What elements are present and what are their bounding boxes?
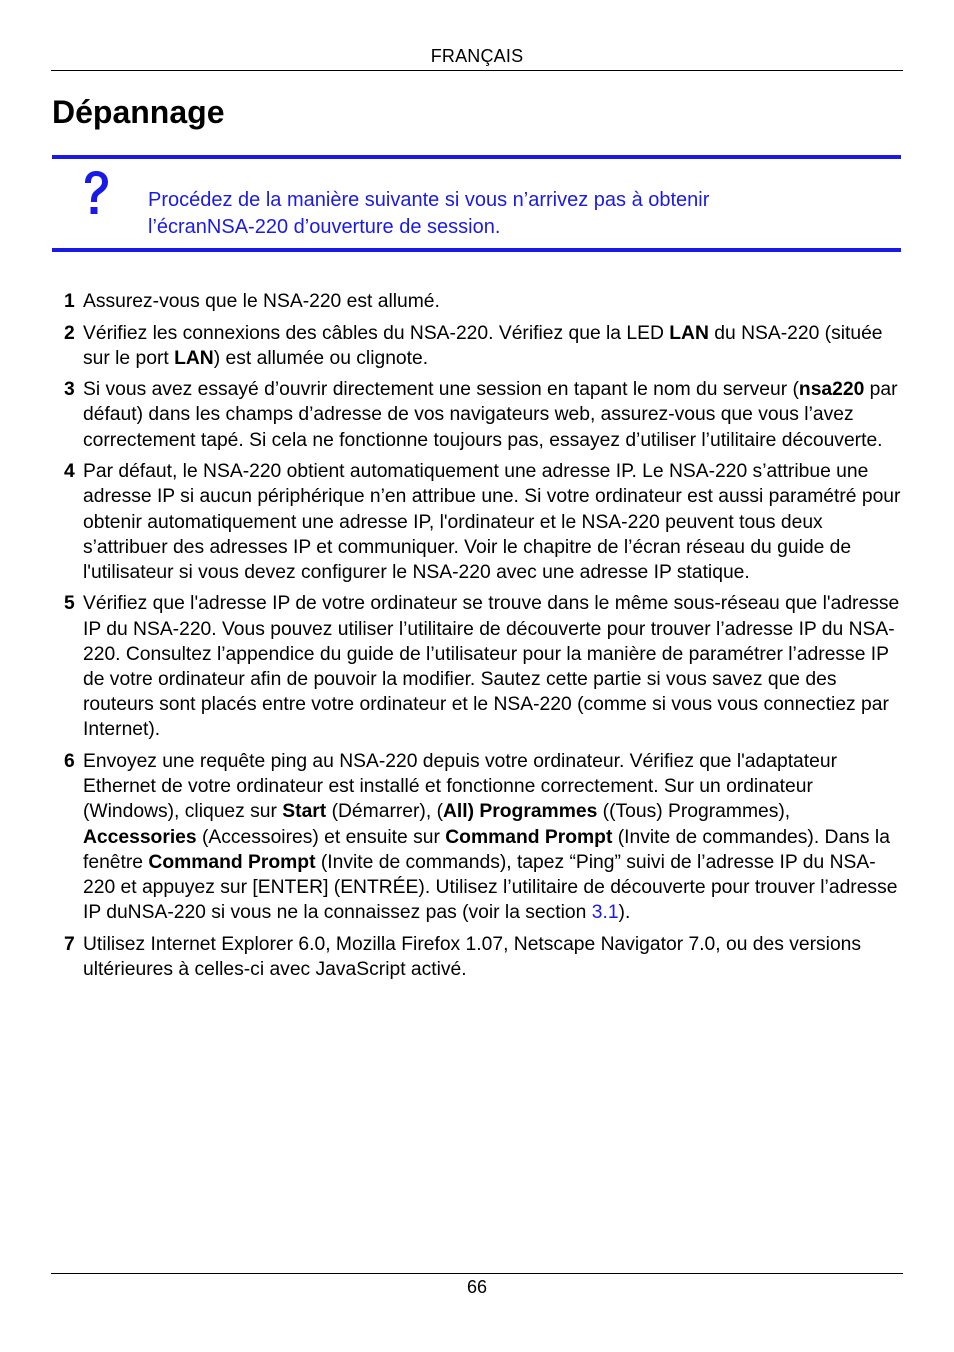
note-line-2: l’écranNSA-220 d’ouverture de session. [148,216,501,238]
step-item [60,377,902,453]
bold-term: All) Programmes [443,801,598,823]
step-text [83,291,440,312]
step-number: 7 [64,933,75,955]
step-text-run: ). [618,902,631,924]
step-item [60,459,902,585]
step-text [83,751,897,923]
header-rule [51,70,903,71]
step-number: 1 [64,291,75,312]
step-text-run: ) est allumée ou clignote. [213,347,429,369]
step-text-run: Envoyez une requête ping au NSA-220 depuis votre ordinateur. Vérifiez que l'adaptateur Ethernet de votre ordinateur est installé et fonctionne correctement. Sur un ordinateur (Windows), cliquez sur [83,750,838,823]
step-text [83,934,861,980]
step-text-run: Par défaut, le NSA-220 obtient automatiquement une adresse IP. Le NSA-220 s’attribue une adresse IP si aucun périphérique n’en attribue une. Si votre ordinateur est aussi paramétré pour obtenir automatiquement une adresse IP, l'ordinateur et le NSA-220 peuvent tous deux s’attribuer des adresses IP et communiquer. Voir le chapitre de l’écran réseau du guide de l'utilisateur si vous devez configurer le NSA-220 avec une adresse IP statique. [83,461,901,583]
step-text-run: (Invite de commands), tapez “Ping” suivi de l’adresse IP du NSA-220 et appuyez sur [ENTER] (ENTRÉE). Utilisez l’utilitaire de découverte pour trouver l’adresse IP duNSA-220 si vous ne la connaissez pas (voir la section [83,851,898,924]
step-text-run: ((Tous) Programmes), [597,801,791,823]
bold-term: Command Prompt [445,826,613,848]
step-text-run: Vérifiez que l'adresse IP de votre ordinateur se trouve dans le même sous-réseau que l'adresse IP du NSA-220. Vous pouvez utiliser l’utilitaire de découverte pour trouver l’adresse IP du NSA-220. Consultez l’appendice du guide de l’utilisateur pour la manière de paramétrer l’adresse IP de votre ordinateur afin de pouvoir la modifier. Sautez cette partie si vous savez que des routeurs sont placés entre votre ordinateur et le NSA-220 (comme si vous vous connectiez par Internet). [83,593,900,741]
step-item [60,289,902,314]
bold-term: LAN [174,347,214,369]
bold-term: Command Prompt [148,851,316,873]
step-number: 5 [64,593,75,615]
step-text-run: par défaut) dans les champs d’adresse de vos navigateurs web, assurez-vous que vous l’avez correctement tapé. Si cela ne fonctionne toujours pas, essayez d’utiliser l’utilitaire découverte. [83,379,898,451]
step-text [83,323,883,369]
step-text [83,461,900,583]
step-number: 6 [64,750,75,772]
bold-term: nsa220 [798,379,865,401]
step-text-run: Assurez-vous que le NSA-220 est allumé. [83,291,440,312]
note-box [52,155,901,252]
step-text-run: (Accessoires) et ensuite sur [196,826,446,848]
step-item [60,749,902,925]
step-item [60,321,902,371]
page-number: 66 [466,1277,488,1297]
question-mark-icon [80,169,110,219]
step-text-run: (Invite de commandes). Dans la fenêtre [83,826,890,873]
step-item [60,932,902,982]
bold-term: LAN [669,322,709,344]
footer-rule [51,1273,903,1274]
note-line-1: Procédez de la manière suivante si vous n’arrivez pas à obtenir [148,189,710,211]
header-language: FRANÇAIS [430,46,524,66]
step-text-run: du NSA-220 (située sur le port [83,322,883,369]
step-number: 3 [64,379,75,401]
page-title: Dépannage [52,94,225,130]
bold-term: Accessories [83,826,197,848]
step-number: 2 [64,322,75,344]
note-text [148,187,868,241]
step-text [83,379,898,450]
step-text-run: (Démarrer), ( [326,801,443,823]
troubleshooting-steps [60,289,902,988]
step-text-run: Si vous avez essayé d’ouvrir directement une session en tapant le nom du serveur ( [83,379,799,401]
section-link[interactable]: 3.1 [591,902,619,924]
step-item [60,591,902,742]
step-text [83,593,899,740]
bold-term: Start [282,801,327,823]
step-number: 4 [64,461,75,483]
step-text-run: Vérifiez les connexions des câbles du NSA-220. Vérifiez que la LED [83,322,670,344]
step-text-run: Utilisez Internet Explorer 6.0, Mozilla Firefox 1.07, Netscape Navigator 7.0, ou des versions ultérieures à celles-ci avec JavaScript activé. [83,933,862,980]
